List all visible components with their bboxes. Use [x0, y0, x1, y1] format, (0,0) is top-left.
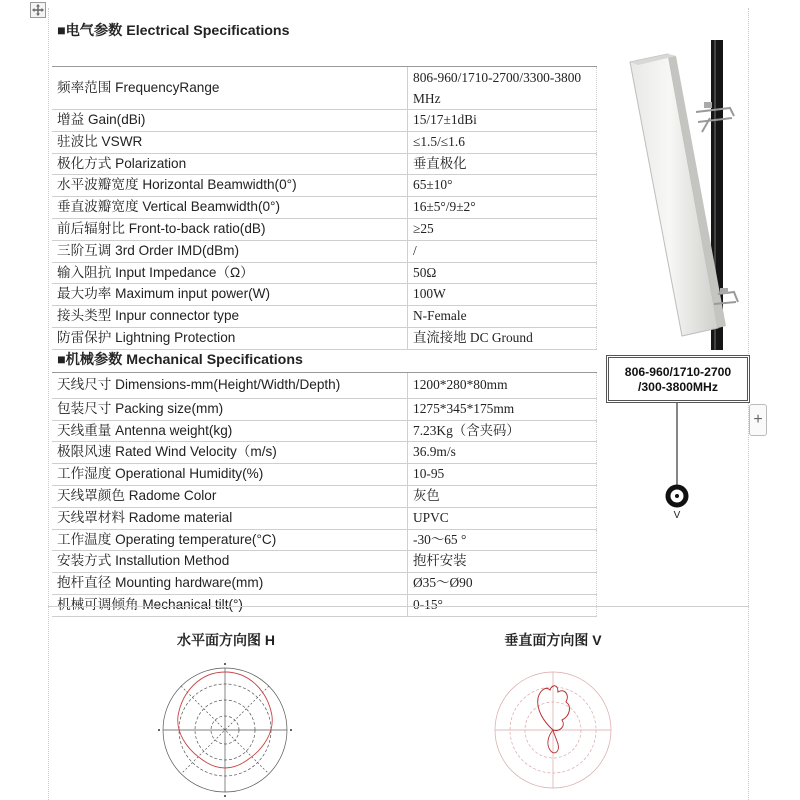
table-row — [52, 573, 597, 595]
table-row — [52, 240, 597, 262]
table-row — [52, 529, 597, 551]
table-row — [52, 327, 597, 349]
spec-label: 天线罩颜色 Radome Color — [52, 485, 408, 507]
callout-line: 806-960/1710-2700 — [624, 365, 732, 379]
spec-value: 7.23Kg（含夹码） — [408, 420, 597, 442]
spec-value: N-Female — [408, 306, 597, 328]
spec-label: 防雷保护 Lightning Protection — [52, 327, 408, 349]
table-row — [52, 507, 597, 529]
section-title: ■机械参数 Mechanical Specifications — [52, 349, 597, 372]
table-row — [52, 485, 597, 507]
spec-value: Ø35～Ø90 — [408, 573, 597, 595]
spec-label: 天线罩材料 Radome material — [52, 507, 408, 529]
spec-label: 极化方式 Polarization — [52, 153, 408, 175]
table-row — [52, 284, 597, 306]
spec-value: 10-95 — [408, 464, 597, 486]
table-row — [52, 372, 597, 398]
spec-table — [52, 10, 597, 617]
table-row — [52, 306, 597, 328]
vertical-pattern-title: 垂直面方向图 V — [504, 632, 602, 648]
table-row — [52, 420, 597, 442]
spec-value: UPVC — [408, 507, 597, 529]
table-row — [52, 131, 597, 153]
table-row — [52, 175, 597, 197]
spec-label: 工作温度 Operating temperature(°C) — [52, 529, 408, 551]
spec-label: 前后辐射比 Front-to-back ratio(dB) — [52, 218, 408, 240]
table-row — [52, 218, 597, 240]
table-row — [52, 398, 597, 420]
spec-value: 15/17±1dBi — [408, 110, 597, 132]
spec-label: 安装方式 Installution Method — [52, 551, 408, 573]
spec-label: 三阶互调 3rd Order IMD(dBm) — [52, 240, 408, 262]
table-move-handle[interactable] — [30, 2, 46, 18]
spec-label: 频率范围 FrequencyRange — [52, 67, 408, 110]
connector-label: V — [673, 510, 681, 521]
spec-value: 1200*280*80mm — [408, 372, 597, 398]
spec-label: 抱杆直径 Mounting hardware(mm) — [52, 573, 408, 595]
spec-label: 天线重量 Antenna weight(kg) — [52, 420, 408, 442]
spec-value: 65±10° — [408, 175, 597, 197]
table-row — [52, 262, 597, 284]
spec-label: 水平波瓣宽度 Horizontal Beamwidth(0°) — [52, 175, 408, 197]
spec-value: 垂直极化 — [408, 153, 597, 175]
section-title: ■电气参数 Electrical Specifications — [52, 10, 597, 67]
horizontal-pattern-title: 水平面方向图 H — [177, 632, 275, 648]
spec-value: -30～65 ° — [408, 529, 597, 551]
spec-value: 806-960/1710-2700/3300-3800MHz — [408, 67, 597, 110]
add-row-button[interactable]: + — [749, 404, 767, 436]
spec-value: 36.9m/s — [408, 442, 597, 464]
spec-label: 最大功率 Maximum input power(W) — [52, 284, 408, 306]
antenna-photo — [598, 10, 748, 350]
spec-value: / — [408, 240, 597, 262]
callout-line: /300-3800MHz — [638, 380, 718, 394]
table-row — [52, 153, 597, 175]
spec-label: 垂直波瓣宽度 Vertical Beamwidth(0°) — [52, 197, 408, 219]
spec-value: ≥25 — [408, 218, 597, 240]
spec-value: 抱杆安装 — [408, 551, 597, 573]
frequency-callout — [606, 355, 750, 403]
horizontal-pattern-plot — [150, 658, 300, 800]
spec-value: 0-15° — [408, 594, 597, 616]
spec-value: 1275*345*175mm — [408, 398, 597, 420]
table-row — [52, 464, 597, 486]
spec-value: 100W — [408, 284, 597, 306]
spec-label: 机械可调倾角 Mechanical tilt(°) — [52, 594, 408, 616]
move-arrows-icon — [31, 3, 45, 17]
vertical-pattern-plot — [488, 658, 618, 800]
spec-label: 驻波比 VSWR — [52, 131, 408, 153]
table-row — [52, 442, 597, 464]
divider — [48, 606, 749, 607]
spec-label: 工作湿度 Operational Humidity(%) — [52, 464, 408, 486]
section-header-mechanical — [52, 349, 597, 372]
spec-label: 包装尺寸 Packing size(mm) — [52, 398, 408, 420]
spec-label: 极限风速 Rated Wind Velocity（m/s) — [52, 442, 408, 464]
section-header-electrical — [52, 10, 597, 67]
spec-label: 增益 Gain(dBi) — [52, 110, 408, 132]
table-row — [52, 551, 597, 573]
connector-diagram — [660, 403, 700, 521]
table-row — [52, 197, 597, 219]
table-row — [52, 110, 597, 132]
spec-label: 接头类型 Inpur connector type — [52, 306, 408, 328]
spec-value: ≤1.5/≤1.6 — [408, 131, 597, 153]
spec-label: 输入阻抗 Input Impedance（Ω） — [52, 262, 408, 284]
spec-label: 天线尺寸 Dimensions-mm(Height/Width/Depth) — [52, 372, 408, 398]
spec-value: 直流接地 DC Ground — [408, 327, 597, 349]
spec-value: 灰色 — [408, 485, 597, 507]
spec-value: 50Ω — [408, 262, 597, 284]
table-row — [52, 67, 597, 110]
spec-value: 16±5°/9±2° — [408, 197, 597, 219]
